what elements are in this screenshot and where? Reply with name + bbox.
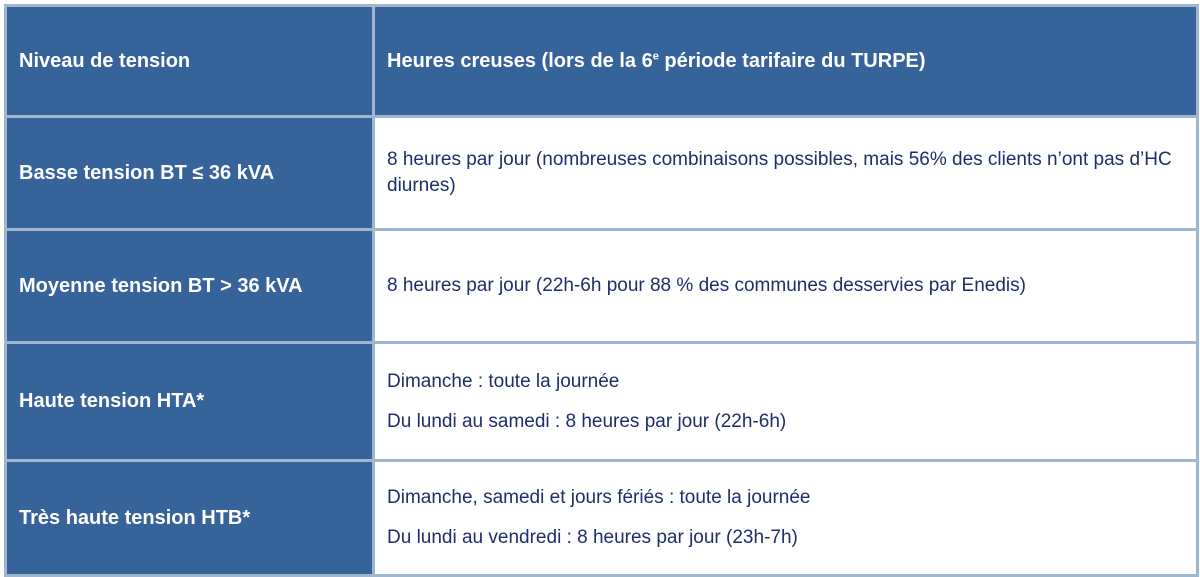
header-voltage-level: Niveau de tension (6, 6, 374, 117)
header-off-peak-text-end: période tarifaire du TURPE) (658, 49, 926, 72)
tariff-table (4, 4, 1199, 577)
row-value-tres-haute-tension (374, 461, 1198, 576)
row-value-basse-tension (374, 117, 1198, 230)
value-line: Dimanche, samedi et jours fériés : toute la journée (387, 487, 811, 509)
value-line: Du lundi au samedi : 8 heures par jour (22h-6h) (387, 410, 787, 432)
table-row (6, 117, 1198, 230)
header-off-peak-hours (374, 6, 1198, 117)
table-row (6, 343, 1198, 461)
row-label-moyenne-tension: Moyenne tension BT > 36 kVA (6, 230, 374, 343)
value-line: 8 heures par jour (nombreuses combinaisons possibles, mais 56% des clients n’ont pas d’HC diurnes) (387, 149, 1172, 196)
row-label-tres-haute-tension: Très haute tension HTB* (6, 461, 374, 576)
table-row (6, 230, 1198, 343)
value-line: Du lundi au vendredi : 8 heures par jour (23h-7h) (387, 527, 798, 548)
row-label-haute-tension: Haute tension HTA* (6, 343, 374, 461)
value-line: 8 heures par jour (22h-6h pour 88 % des communes desservies par Enedis) (387, 275, 1026, 297)
header-off-peak-text-start: Heures creuses (lors de la 6 (387, 49, 653, 72)
row-label-basse-tension: Basse tension BT ≤ 36 kVA (6, 117, 374, 230)
row-value-haute-tension (374, 343, 1198, 461)
value-line: Dimanche : toute la journée (387, 370, 620, 392)
table-header-row (6, 6, 1198, 117)
header-superscript: e (652, 49, 659, 62)
row-value-moyenne-tension (374, 230, 1198, 343)
table-row (6, 461, 1198, 576)
